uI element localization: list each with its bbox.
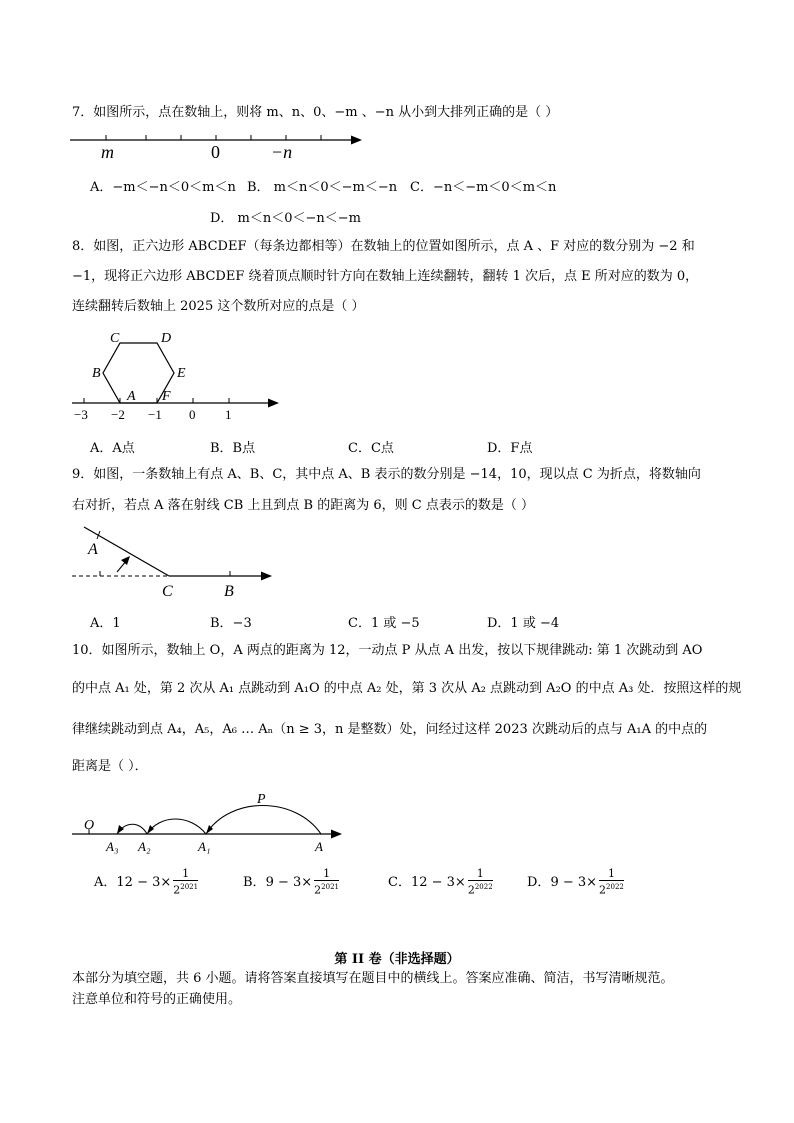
q9-stem-line2: 右对折，若点 A 落在射线 CB 上且到点 B 的距离为 6，则 C 点表示的数是（ ） [72,498,534,513]
q7-label-neg-n: −n [271,142,293,162]
q7-label-0: 0 [211,142,220,162]
q10-label-a3: A₃ [106,839,119,854]
q8-stem-line1: 8．如图，正六边形 ABCDEF（每条边都相等）在数轴上的位置如图所示，点 A 、F 对应的数分别为 −2 和 [72,239,695,254]
q9-option-a[interactable]: A．1 [90,616,121,631]
q9-option-d[interactable]: D．1 或 −4 [487,616,560,631]
q8-option-b[interactable]: B．B点 [210,441,256,456]
q8-vertex-b: B [92,366,101,381]
q8-option-c[interactable]: C．C点 [348,441,394,456]
q7-option-c[interactable]: C．−n＜−m＜0＜m＜n [410,180,557,195]
q10-option-a[interactable] [94,868,198,897]
q10-option-d-fraction: $\frac{1}{2^{2022}}$ [599,867,624,897]
q10-stem-line3: 律继续跳动到点 A₄，A₅，A₆ … Aₙ（n ≥ 3，n 是整数）处，问经过这样 2023 次跳动后的点与 A₁A 的中点的 [72,722,708,737]
q10-stem-line4: 距离是（ ）． [72,759,148,774]
q10-option-b-letter: B． [243,874,266,890]
q10-option-a-letter: A． [94,874,117,890]
q10-option-c-letter: C． [388,874,411,890]
q10-label-o: O [84,818,95,833]
q10-option-d[interactable] [527,868,624,897]
q10-option-b[interactable] [243,868,339,897]
q8-tick-neg1: −1 [148,407,162,422]
q8-option-a[interactable]: A．A点 [90,441,135,456]
q10-jump-figure [70,788,350,858]
q10-option-d-expr: 9 − 3× [550,874,598,890]
q9-label-c: C [162,583,173,600]
section-2-intro-line2: 注意单位和符号的正确使用。 [72,992,242,1007]
q10-label-a: A [315,839,323,854]
q7-option-d[interactable]: D． m＜n＜0＜−n＜−m [210,211,362,226]
section-2-title: 第 II 卷（非选择题） [334,952,460,967]
q7-option-a[interactable]: A．−m＜−n＜0＜m＜n [90,180,236,195]
q9-stem-line1: 9．如图，一条数轴上有点 A、B、C，其中点 A、B 表示的数分别是 −14，10，现以点 C 为折点，将数轴向 [72,467,701,482]
q10-stem-line1: 10．如图所示，数轴上 O，A 两点的距离为 12，一动点 P 从点 A 出发，按以下规律跳动: 第 1 次跳动到 AO [72,643,703,658]
q10-stem-line2: 的中点 A₁ 处，第 2 次从 A₁ 点跳动到 A₁O 的中点 A₂ 处，第 3 次从 A₂ 点跳动到 A₂O 的中点 A₃ 处．按照这样的规 [72,681,742,696]
q10-option-d-letter: D． [527,874,551,890]
q10-option-a-expr: 12 − 3× [116,874,172,890]
section-2-intro-line1: 本部分为填空题，共 6 小题。请将答案直接填写在题目中的横线上。答案应准确、简洁，书写清晰规范。 [72,971,674,986]
q8-stem-line2: −1，现将正六边形 ABCDEF 绕着顶点顺时针方向在数轴上连续翻转，翻转 1 次后，点 E 所对应的数为 0， [72,269,699,284]
q9-label-a: A [88,541,98,558]
q8-hexagon-figure [70,328,285,422]
q10-option-a-fraction: $\frac{1}{2^{2021}}$ [173,867,199,897]
q10-option-c-fraction: $\frac{1}{2^{2022}}$ [467,867,493,897]
q7-number-line [68,128,368,162]
q8-tick-0: 0 [189,407,196,422]
q10-option-c-expr: 12 − 3× [410,874,466,890]
q7-stem: 7．如图所示，点在数轴上，则将 m、n、0、−m 、−n 从小到大排列正确的是（ ） [72,105,559,120]
q8-tick-neg3: −3 [74,407,88,422]
q8-vertex-f: F [162,389,171,404]
q9-label-b: B [224,583,234,600]
q9-option-b[interactable]: B．−3 [210,616,252,631]
q8-tick-1: 1 [225,407,232,422]
q9-fold-figure [70,522,280,602]
q9-option-c[interactable]: C．1 或 −5 [348,616,420,631]
q10-option-c[interactable] [388,868,493,897]
q8-vertex-e: E [177,366,186,381]
q10-arc-a-to-a1 [206,806,321,835]
q7-option-b[interactable]: B． m＜n＜0＜−m＜−n [247,180,398,195]
q10-arc-a1-to-a2 [147,819,206,834]
q10-label-p: P [257,792,266,807]
q10-option-b-expr: 9 − 3× [265,874,313,890]
q8-stem-line3: 连续翻转后数轴上 2025 这个数所对应的点是（ ） [72,299,365,314]
q8-vertex-c: C [110,331,120,346]
q10-option-b-fraction: $\frac{1}{2^{2021}}$ [314,867,339,897]
q8-option-d[interactable]: D．F点 [487,441,533,456]
q10-label-a2: A₂ [138,839,151,854]
q10-label-a1: A₁ [198,839,211,854]
q7-label-m: m [101,142,114,162]
q8-vertex-d: D [161,331,172,346]
q8-vertex-a: A [127,389,136,404]
q8-tick-neg2: −2 [111,407,125,422]
